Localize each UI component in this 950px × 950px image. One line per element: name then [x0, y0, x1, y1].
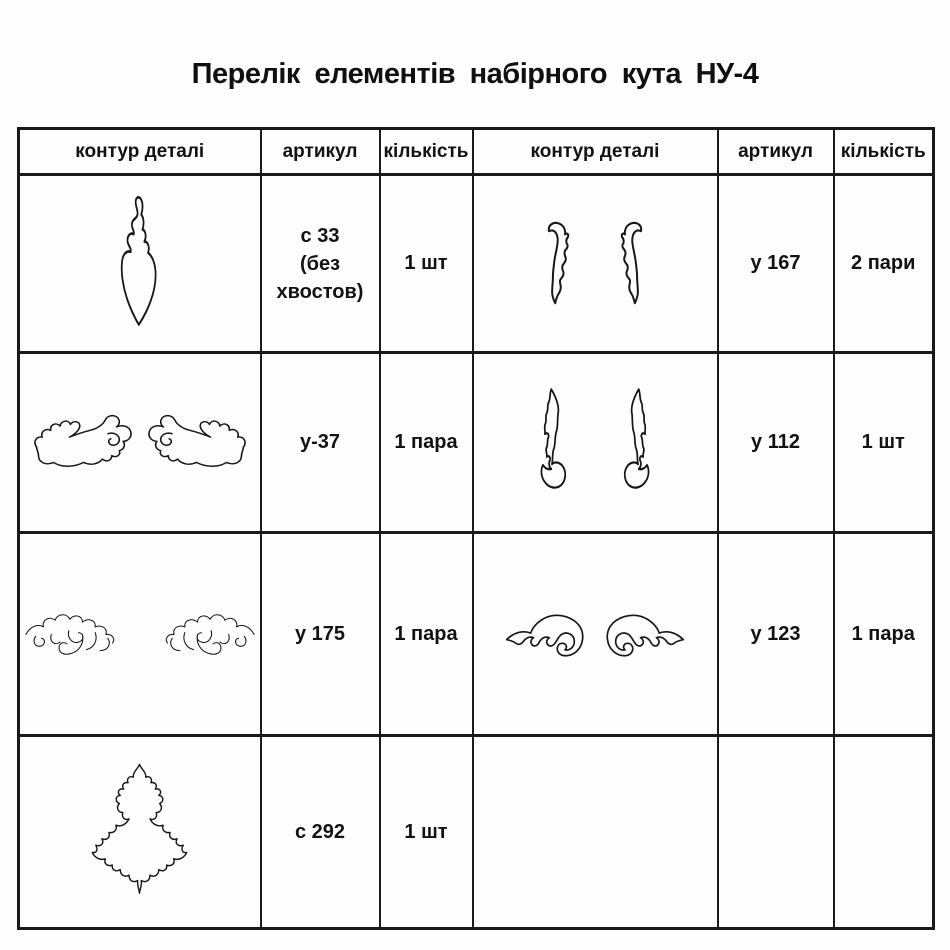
slender-leaf-pair-contour-icon	[609, 220, 647, 308]
quantity-value: 1 шт	[404, 820, 448, 843]
table-row	[19, 353, 934, 533]
header-contour-left: контур деталі	[19, 129, 261, 175]
article-value: у 175	[294, 622, 346, 645]
quantity-value: 1 шт	[404, 252, 448, 274]
quantity-cell	[834, 533, 934, 736]
contour-cell	[473, 533, 718, 736]
contour-cell	[473, 175, 718, 353]
wave-leaf-pair-contour-icon	[503, 606, 591, 662]
contour-cell	[19, 736, 261, 929]
article-cell	[718, 175, 834, 353]
quantity-value: 1 пара	[394, 622, 458, 645]
article-value: с 292	[294, 820, 346, 843]
article-cell	[261, 533, 380, 736]
quantity-cell	[380, 736, 473, 929]
flame-wing-pair-contour-icon	[608, 386, 656, 500]
quantity-cell	[380, 353, 473, 533]
quantity-value: 1 шт	[861, 431, 905, 453]
page-title: Перелік елементів набірного кута НУ-4	[191, 58, 759, 90]
quantity-cell	[380, 533, 473, 736]
wave-leaf-pair-contour-icon	[599, 606, 687, 662]
contour-cell-empty	[473, 736, 718, 929]
article-value: у 112	[751, 431, 800, 453]
article-cell	[261, 736, 380, 929]
quantity-value: 2 пари	[851, 252, 916, 274]
quantity-cell	[834, 175, 934, 353]
header-row	[19, 129, 934, 175]
article-cell	[261, 175, 380, 353]
article-value: с 33 (без хвостов)	[276, 224, 364, 303]
header-quantity-right: кількість	[834, 129, 934, 175]
filigree-scroll-pair-contour-icon	[22, 606, 139, 663]
header-article-right: артикул	[718, 129, 834, 175]
contour-cell	[19, 353, 261, 533]
quantity-cell	[834, 353, 934, 533]
contour-cell	[473, 353, 718, 533]
volute-scroll-pair-contour-icon	[141, 405, 249, 481]
header-article-left: артикул	[261, 129, 380, 175]
flame-wing-pair-contour-icon	[534, 386, 582, 500]
article-cell	[261, 353, 380, 533]
header-contour-right: контур деталі	[473, 129, 718, 175]
table-row	[19, 736, 934, 929]
article-cell	[718, 353, 834, 533]
quantity-cell-empty	[834, 736, 934, 929]
contour-cell	[19, 533, 261, 736]
header-quantity-left: кількість	[380, 129, 473, 175]
slender-leaf-pair-contour-icon	[543, 220, 581, 308]
quantity-cell	[380, 175, 473, 353]
article-value: у 167	[750, 252, 801, 274]
contour-cell	[19, 175, 261, 353]
article-cell-empty	[718, 736, 834, 929]
filigree-scroll-pair-contour-icon	[141, 606, 258, 663]
table-row	[19, 175, 934, 353]
article-cell	[718, 533, 834, 736]
volute-scroll-pair-contour-icon	[31, 405, 139, 481]
article-value: у-37	[299, 431, 341, 453]
cartouche-leaf-contour-icon	[87, 760, 192, 905]
quantity-value: 1 пара	[394, 431, 458, 453]
parts-table	[17, 127, 935, 930]
flame-leaf-contour-icon	[109, 194, 171, 334]
article-value: у 123	[750, 622, 801, 645]
table-row	[19, 533, 934, 736]
quantity-value: 1 пара	[851, 622, 915, 645]
